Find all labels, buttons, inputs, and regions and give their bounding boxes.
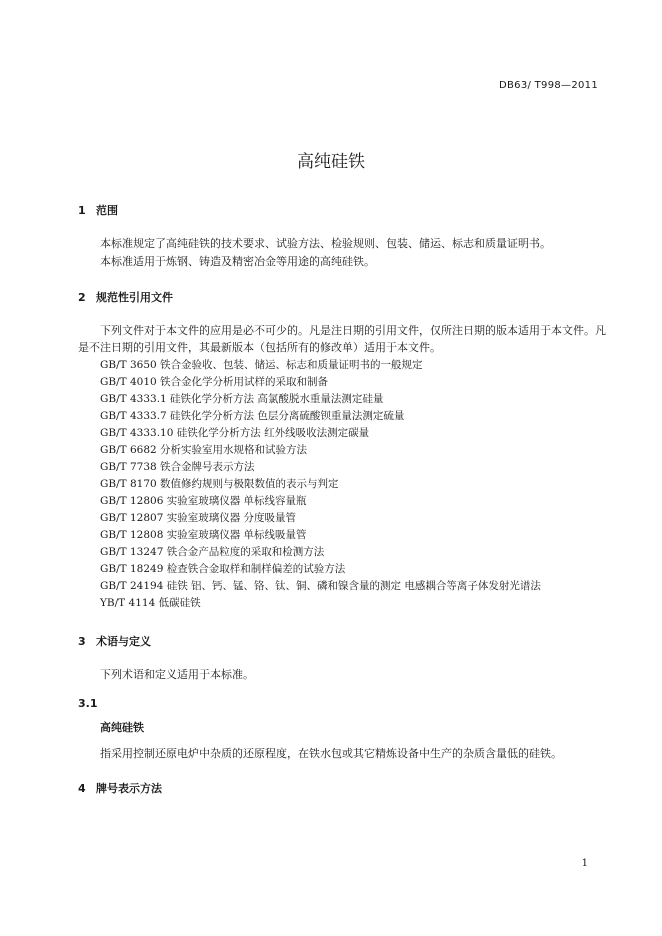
reference-item: YB/T 4114 低碳硅铁 — [100, 597, 201, 609]
reference-item: GB/T 13247 铁合金产品粒度的采取和检测方法 — [100, 546, 325, 558]
section-title: 术语与定义 — [96, 635, 151, 648]
reference-item: GB/T 4333.10 硅铁化学分析方法 红外线吸收法测定碳量 — [100, 427, 370, 439]
term-title: 高纯硅铁 — [100, 721, 144, 734]
reference-item: GB/T 6682 分析实验室用水规格和试验方法 — [100, 444, 308, 456]
reference-item: GB/T 12806 实验室玻璃仪器 单标线容量瓶 — [100, 495, 307, 507]
section-number: 3 — [78, 635, 86, 648]
section-number: 2 — [78, 291, 86, 304]
section-2-intro: 下列文件对于本文件的应用是必不可少的。凡是注日期的引用文件，仅所注日期的版本适用于本文件。凡是不注日期的引用文件，其最新版本（包括所有的修改单）适用于本文件。 — [78, 324, 606, 354]
section-number: 1 — [78, 204, 86, 217]
section-2-heading — [78, 289, 173, 305]
reference-item: GB/T 18249 检查铁合金取样和制样偏差的试验方法 — [100, 563, 346, 575]
section-title: 范围 — [96, 204, 118, 217]
section-1-paragraph: 本标准适用于炼钢、铸造及精密冶金等用途的高纯硅铁。 — [100, 255, 375, 268]
reference-item: GB/T 24194 硅铁 铝、钙、锰、铬、钛、铜、磷和镍含量的测定 电感耦合等离子体发射光谱法 — [100, 580, 541, 592]
reference-item: GB/T 4333.7 硅铁化学分析方法 色层分离硫酸钡重量法测定硫量 — [100, 410, 405, 422]
reference-item: GB/T 4333.1 硅铁化学分析方法 高氯酸脱水重量法测定硅量 — [100, 393, 384, 405]
page-number: 1 — [581, 858, 588, 869]
subsection-number: 3.1 — [78, 697, 98, 710]
section-number: 4 — [78, 782, 86, 795]
section-title: 牌号表示方法 — [96, 782, 162, 795]
section-1-heading — [78, 202, 118, 218]
standard-code: DB63/ T998—2011 — [499, 80, 598, 91]
section-1-paragraph: 本标准规定了高纯硅铁的技术要求、试验方法、检验规则、包装、储运、标志和质量证明书。 — [100, 237, 551, 250]
reference-item: GB/T 7738 铁合金牌号表示方法 — [100, 461, 255, 473]
term-definition: 指采用控制还原电炉中杂质的还原程度，在铁水包或其它精炼设备中生产的杂质含量低的硅铁。 — [100, 747, 562, 760]
section-title: 规范性引用文件 — [96, 291, 173, 304]
reference-item: GB/T 3650 铁合金验收、包装、储运、标志和质量证明书的一般规定 — [100, 359, 423, 371]
reference-item: GB/T 12808 实验室玻璃仪器 单标线吸量管 — [100, 529, 307, 541]
section-3-heading — [78, 633, 151, 649]
section-3-paragraph: 下列术语和定义适用于本标准。 — [100, 668, 254, 681]
reference-item: GB/T 4010 铁合金化学分析用试样的采取和制备 — [100, 376, 329, 388]
page-title: 高纯硅铁 — [297, 152, 365, 172]
reference-item: GB/T 12807 实验室玻璃仪器 分度吸量管 — [100, 512, 297, 524]
reference-item: GB/T 8170 数值修约规则与极限数值的表示与判定 — [100, 478, 339, 490]
section-4-heading — [78, 780, 162, 796]
